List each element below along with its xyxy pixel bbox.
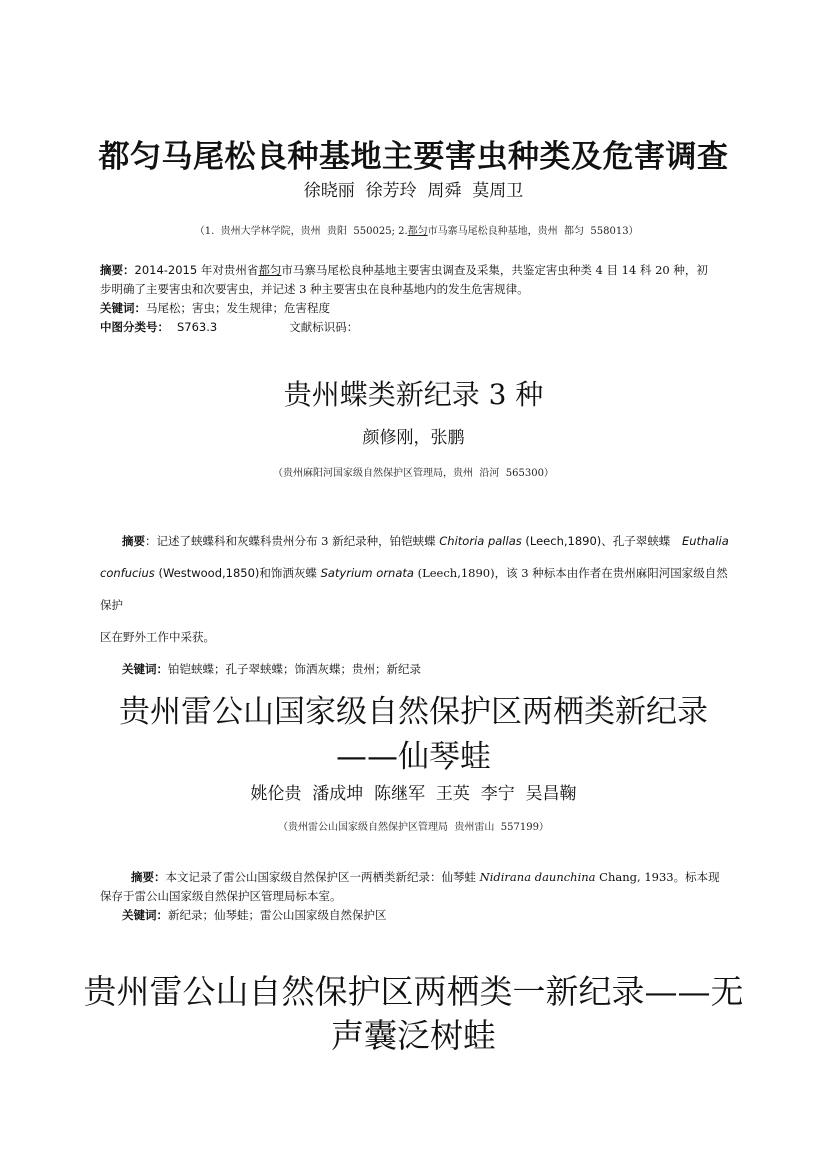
article2-abstract [100,525,732,685]
article1-abstract [100,261,730,337]
article3-affiliation: （贵州雷公山国家级自然保护区管理局 贵州雷山 557199） [278,822,549,833]
article2-affiliation: （贵州麻阳河国家级自然保护区管理局，贵州 沿河 565300） [273,468,554,479]
article1-affiliation [0,211,827,237]
article2-species-1: Chitoria pallas [439,534,522,548]
article2-keywords-label: 关键词： [122,662,168,676]
article2-authors: 颜修刚，张鹏 [362,428,465,448]
article4-title-line-2: 声囊泛树蛙 [331,1016,496,1055]
article1-abstract-label: 摘要： [100,263,135,277]
article3-abstract [100,868,732,925]
article3-abstract-text-b: Chang, 1933。标本现 [595,870,720,884]
article1-clc-label: 中图分类号： [100,320,169,334]
article2-abstract-text-a: 记述了蛱蝶科和灰蝶科贵州分布 3 新纪录种，铂铠蛱蝶 [156,534,440,548]
article1-affiliation-part-a: （1. 贵州大学林学院，贵州 贵阳 550025; 2. [194,226,408,237]
article3-keywords: 新纪录；仙琴蛙；雷公山国家级自然保护区 [168,908,387,922]
article1-affiliation-part-b: 市马寨马尾松良种基地，贵州 都匀 558013） [427,226,639,237]
article3-abstract-text-a: 本文记录了雷公山国家级自然保护区一两栖类新纪录：仙琴蛙 [165,870,480,884]
article3-abstract-text-c: 保存于雷公山国家级自然保护区管理局标本室。 [100,889,342,903]
article3-title-line-2: ——仙琴蛙 [336,739,491,775]
article2-abstract-label: 摘要 [122,534,145,548]
article2-abstract-colon: ： [145,534,157,548]
article2-keywords: 铂铠蛱蝶；孔子翠蛱蝶；饰洒灰蝶；贵州；新纪录 [168,662,421,676]
article3-abstract-label: 摘要： [131,870,166,884]
article1-keywords: 马尾松；害虫；发生规律；危害程度 [146,301,330,315]
article1-abstract-text-a: 2014-2015 年对贵州省 [134,263,259,277]
article2-abstract-text-d: (Leech,1890)，该 3 种标本由作者在贵州麻阳河国家级自然保护 [100,566,728,612]
article3-keywords-label: 关键词： [122,908,168,922]
article1-abstract-text-c: 步明确了主要害虫和次要害虫，并记述 3 种主要害虫在良种基地内的发生危害规律。 [100,282,529,296]
article1-keywords-label: 关键词： [100,301,146,315]
article3-species: Nidirana daunchina [479,870,596,884]
article3-title-line-1: 贵州雷公山国家级自然保护区两栖类新纪录 [119,694,708,730]
article2-abstract-text-e: 区在野外工作中采获。 [100,630,215,644]
article1-authors: 徐晓丽 徐芳玲 周舜 莫周卫 [303,181,524,201]
article1-abstract-link[interactable]: 都匀 [258,263,282,277]
article2-abstract-text-c: (Westwood,1850)和饰洒灰蝶 [154,566,321,580]
article2-species-2a: Euthalia [681,534,729,548]
article3-authors: 姚伦贵 潘成坤 陈继军 王英 李宁 吴昌鞠 [250,784,577,804]
article2-title: 贵州蝶类新纪录 3 种 [283,378,544,411]
article2-species-2b: confucius [100,566,155,580]
article1-abstract-text-b: 市马寨马尾松良种基地主要害虫调查及采集，共鉴定害虫种类 4 目 14 科 20 种，初 [281,263,708,277]
article2-abstract-text-b: (Leech,1890)、孔子翠蛱蝶 [521,534,674,548]
article1-clc-value: S763.3 [177,320,218,334]
article1-doc-code-label: 文献标识码： [289,320,359,334]
article1-title: 都匀马尾松良种基地主要害虫种类及危害调查 [98,139,729,175]
article4-title-line-1: 贵州雷公山自然保护区两栖类一新纪录——无 [83,972,744,1011]
article2-species-3: Satyrium ornata [320,566,414,580]
article1-affiliation-link[interactable]: 都匀 [407,226,428,237]
